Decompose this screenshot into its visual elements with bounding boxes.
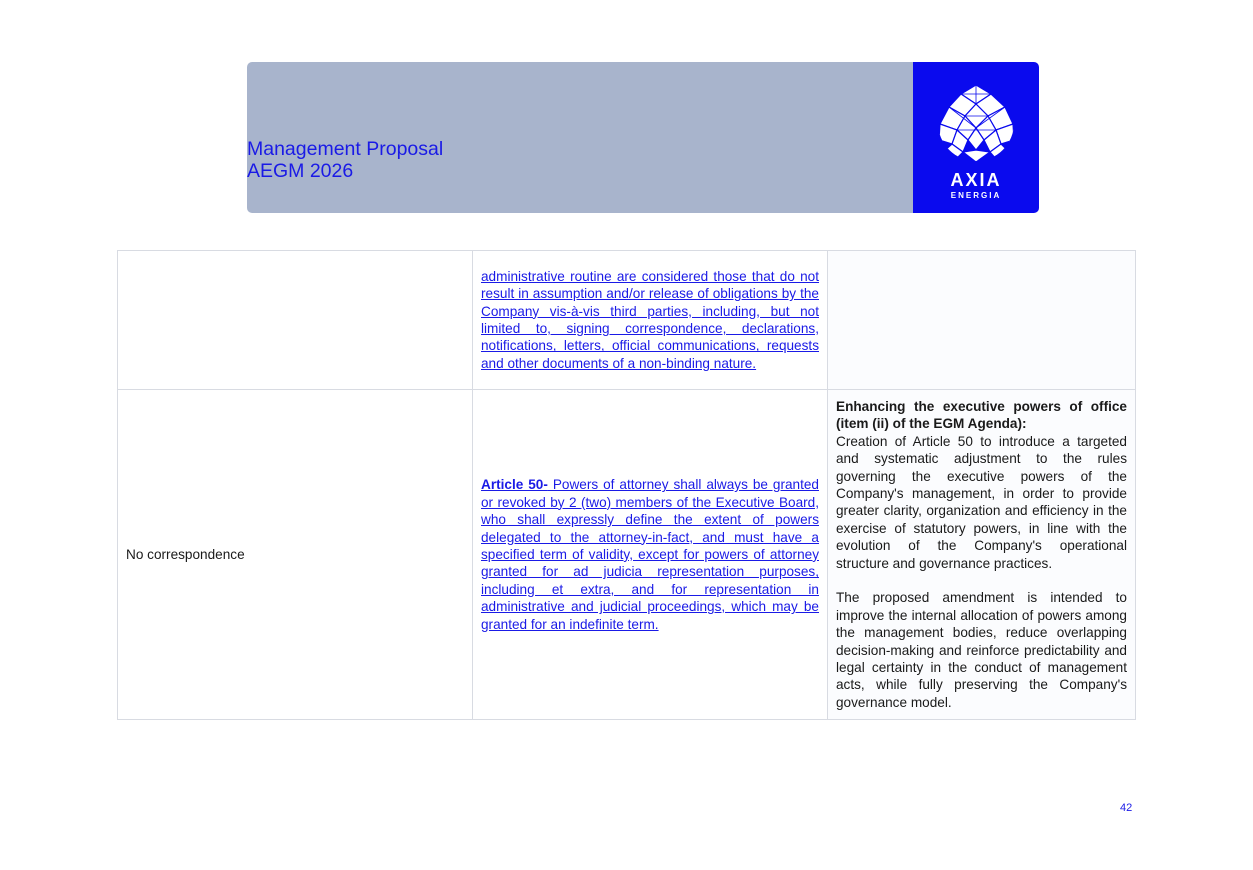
proposed-text-cell (473, 390, 828, 720)
table-row (118, 390, 1136, 720)
article-body: Powers of attorney shall always be granted or revoked by 2 (two) members of the Executive Board, who shall expressly define the extent of powers delegated to the attorney-in-fact, and must have a specified term of validity, except for powers of attorney granted for ad judicia representation purposes, including et extra, and for representation in administrative and judicial proceedings, which may be granted for an indefinite term. (481, 477, 819, 632)
page-number: 42 (1120, 802, 1133, 814)
current-text-cell (118, 251, 473, 390)
table-row (118, 251, 1136, 390)
globe-icon (935, 82, 1017, 164)
article-label: Article 50- (481, 477, 548, 493)
company-logo (913, 62, 1039, 213)
justification-heading: Enhancing the executive powers of office (item (ii) of the EGM Agenda): (836, 399, 1127, 432)
justification-cell (828, 390, 1136, 720)
current-text-cell: No correspondence (118, 390, 473, 720)
title-line-2: AEGM 2026 (247, 160, 354, 182)
justification-paragraph: The proposed amendment is intended to improve the internal allocation of powers among the management bodies, reduce overlapping decision-making and reinforce predictability and legal certainty in the conduct of management acts, while fully preserving the Company's governance model. (836, 590, 1127, 710)
document-title (247, 138, 443, 182)
amendment-table (117, 250, 1136, 720)
logo-subtitle: ENERGIA (950, 191, 1002, 200)
justification-paragraph: Creation of Article 50 to introduce a targeted and systematic adjustment to the rules governing the executive powers of the Company's management, in order to provide greater clarity, organization and efficiency in the exercise of statutory powers, in line with the evolution of the Company's operational structure and governance practices. (836, 433, 1127, 571)
proposed-text (481, 476, 819, 633)
logo-wordmark: AXIA (950, 170, 1002, 190)
proposed-text: administrative routine are considered those that do not result in assumption and/or release of obligations by the Company vis-à-vis third parties, including, but not limited to, signing correspondence, declarations, notifications, letters, official communications, requests and other documents of a non-binding nature. (481, 268, 819, 371)
justification-cell (828, 251, 1136, 390)
title-line-1: Management Proposal (247, 138, 444, 160)
proposed-text-cell (473, 251, 828, 390)
